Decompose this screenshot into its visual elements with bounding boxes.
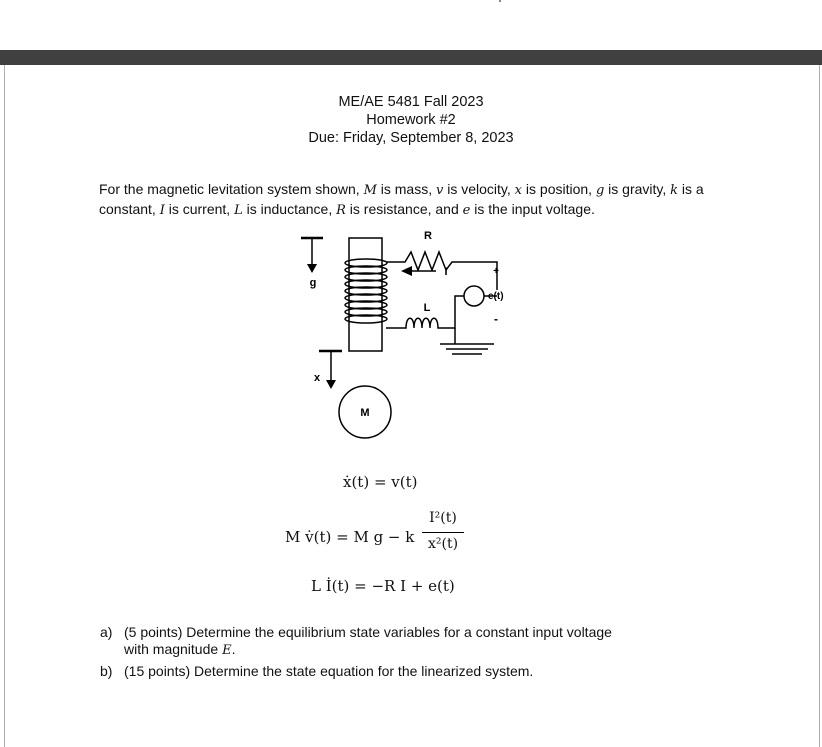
var-gravity: g xyxy=(595,183,605,198)
intro-text: is resistance, and xyxy=(345,201,463,217)
var-resistance: R xyxy=(336,203,346,218)
assignment-title: Homework #2 xyxy=(366,112,456,128)
intro-text: is the input voltage. xyxy=(470,201,595,217)
resistor-symbol xyxy=(386,252,497,281)
intro-text: is mass, xyxy=(376,181,436,197)
equation-2-denominator: x²(t) xyxy=(427,536,459,552)
current-arrowhead xyxy=(401,266,412,276)
var-position: x xyxy=(514,183,523,198)
equation-3: L İ(t) = −R I + e(t) xyxy=(311,577,455,595)
intro-text: For the magnetic levitation system shown, xyxy=(99,181,364,197)
question-b-marker: b) xyxy=(100,663,113,679)
label-source: e(t) xyxy=(488,291,504,302)
intro-text: is velocity, xyxy=(443,181,515,197)
label-minus: - xyxy=(494,312,498,326)
label-I: I xyxy=(444,266,448,278)
label-R: R xyxy=(424,230,432,242)
question-a-line1: (5 points) Determine the equilibrium state variables for a constant input voltage xyxy=(124,624,612,640)
position-arrowhead xyxy=(326,380,336,389)
question-a-line2 xyxy=(124,641,235,659)
label-plus: + xyxy=(493,266,499,277)
var-mass: M xyxy=(363,183,377,198)
var-constant: k xyxy=(670,183,679,198)
intro-text: is a constant, xyxy=(99,181,704,217)
question-a-text: with magnitude xyxy=(124,641,223,657)
course-title: ME/AE 5481 Fall 2023 xyxy=(338,94,484,110)
question-b-text: (15 points) Determine the state equation for the linearized system. xyxy=(124,663,534,679)
equation-2-lhs: M v̇(t) = M g − k xyxy=(285,528,415,546)
gravity-arrowhead xyxy=(307,264,317,273)
equation-2-numerator: I²(t) xyxy=(429,510,457,526)
label-x: x xyxy=(313,372,321,384)
equation-1: ẋ(t) = v(t) xyxy=(343,473,418,491)
var-E: E xyxy=(222,643,232,658)
intro-text: is gravity, xyxy=(604,181,671,197)
var-inductance: L xyxy=(234,203,243,218)
label-g: g xyxy=(309,277,317,289)
var-voltage: e xyxy=(462,203,471,218)
label-M: M xyxy=(360,407,370,419)
label-L: L xyxy=(423,302,431,314)
fraction-bar xyxy=(422,532,464,533)
intro-text: is current, xyxy=(164,201,235,217)
question-a-period: . xyxy=(231,641,236,657)
var-velocity: v xyxy=(436,183,444,198)
var-current: I xyxy=(159,203,165,218)
intro-text: is inductance, xyxy=(242,201,337,217)
voltage-source xyxy=(464,286,484,306)
intro-text: is position, xyxy=(522,181,596,197)
question-a-marker: a) xyxy=(100,624,113,640)
due-date: Due: Friday, September 8, 2023 xyxy=(308,130,514,146)
